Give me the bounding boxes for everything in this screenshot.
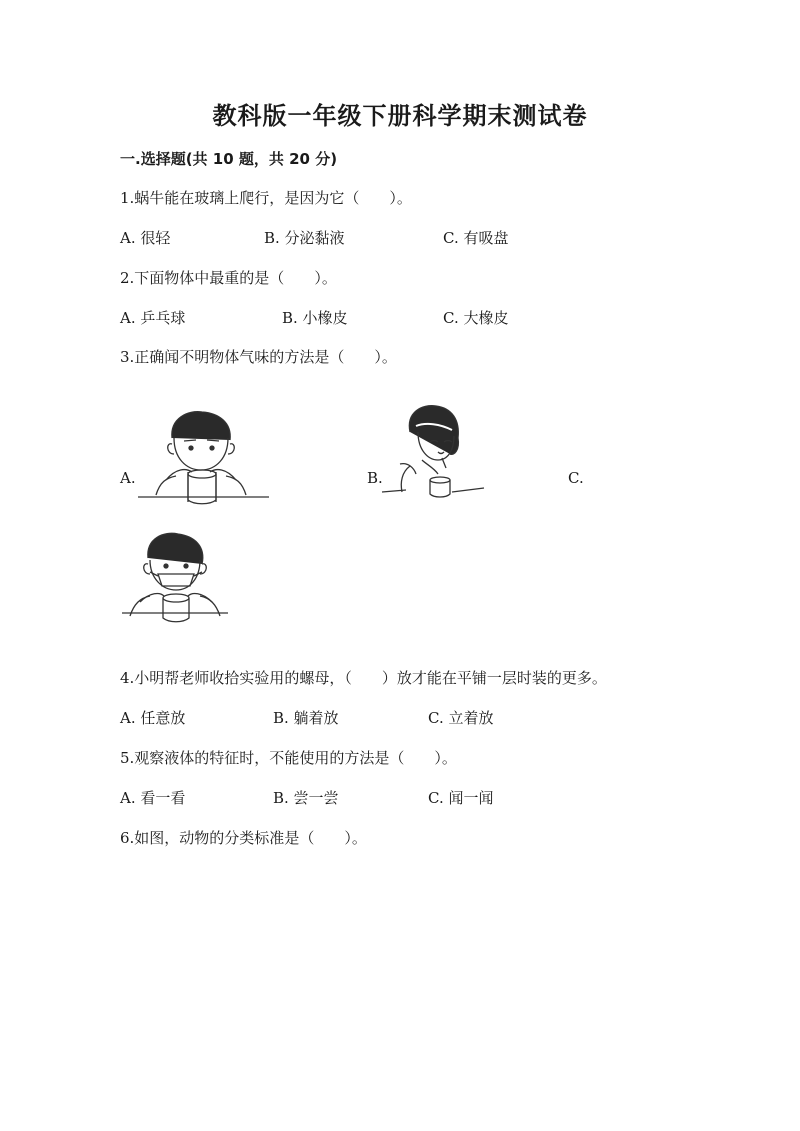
question-4: 4.小明帮老师收拾实验用的螺母，（ ）放才能在平铺一层时装的更多。 (120, 669, 607, 687)
page-title: 教科版一年级下册科学期末测试卷 (212, 102, 588, 130)
question-1: 1.蜗牛能在玻璃上爬行，是因为它（ ）。 (120, 189, 412, 207)
q4-option-c[interactable]: C. 立着放 (428, 709, 494, 727)
q2-option-b[interactable]: B. 小橡皮 (282, 309, 348, 327)
q3-option-c[interactable]: C. (568, 469, 584, 487)
q2-option-a[interactable]: A. 乒乓球 (120, 309, 186, 327)
q5-option-b[interactable]: B. 尝一尝 (273, 789, 339, 807)
section-heading: 一.选择题(共 10 题，共 20 分) (120, 150, 338, 168)
question-6: 6.如图，动物的分类标准是（ ）。 (120, 829, 367, 847)
q1-option-c[interactable]: C. 有吸盘 (443, 229, 509, 247)
question-5: 5.观察液体的特征时，不能使用的方法是（ ）。 (120, 749, 457, 767)
q1-option-a[interactable]: A. 很轻 (120, 229, 171, 247)
question-3: 3.正确闻不明物体气味的方法是（ ）。 (120, 348, 397, 366)
boy-with-mask-smelling-cup-illustration (120, 532, 230, 624)
q4-option-b[interactable]: B. 躺着放 (273, 709, 339, 727)
question-2: 2.下面物体中最重的是（ ）。 (120, 269, 337, 287)
boy-smelling-cup-illustration (136, 410, 271, 505)
q3-option-a[interactable]: A. (120, 469, 136, 487)
q5-option-c[interactable]: C. 闻一闻 (428, 789, 494, 807)
q3-option-b[interactable]: B. (367, 469, 383, 487)
q1-option-b[interactable]: B. 分泌黏液 (264, 229, 345, 247)
girl-fanning-cup-illustration (380, 402, 490, 500)
q2-option-c[interactable]: C. 大橡皮 (443, 309, 509, 327)
q4-option-a[interactable]: A. 任意放 (120, 709, 186, 727)
q5-option-a[interactable]: A. 看一看 (120, 789, 186, 807)
